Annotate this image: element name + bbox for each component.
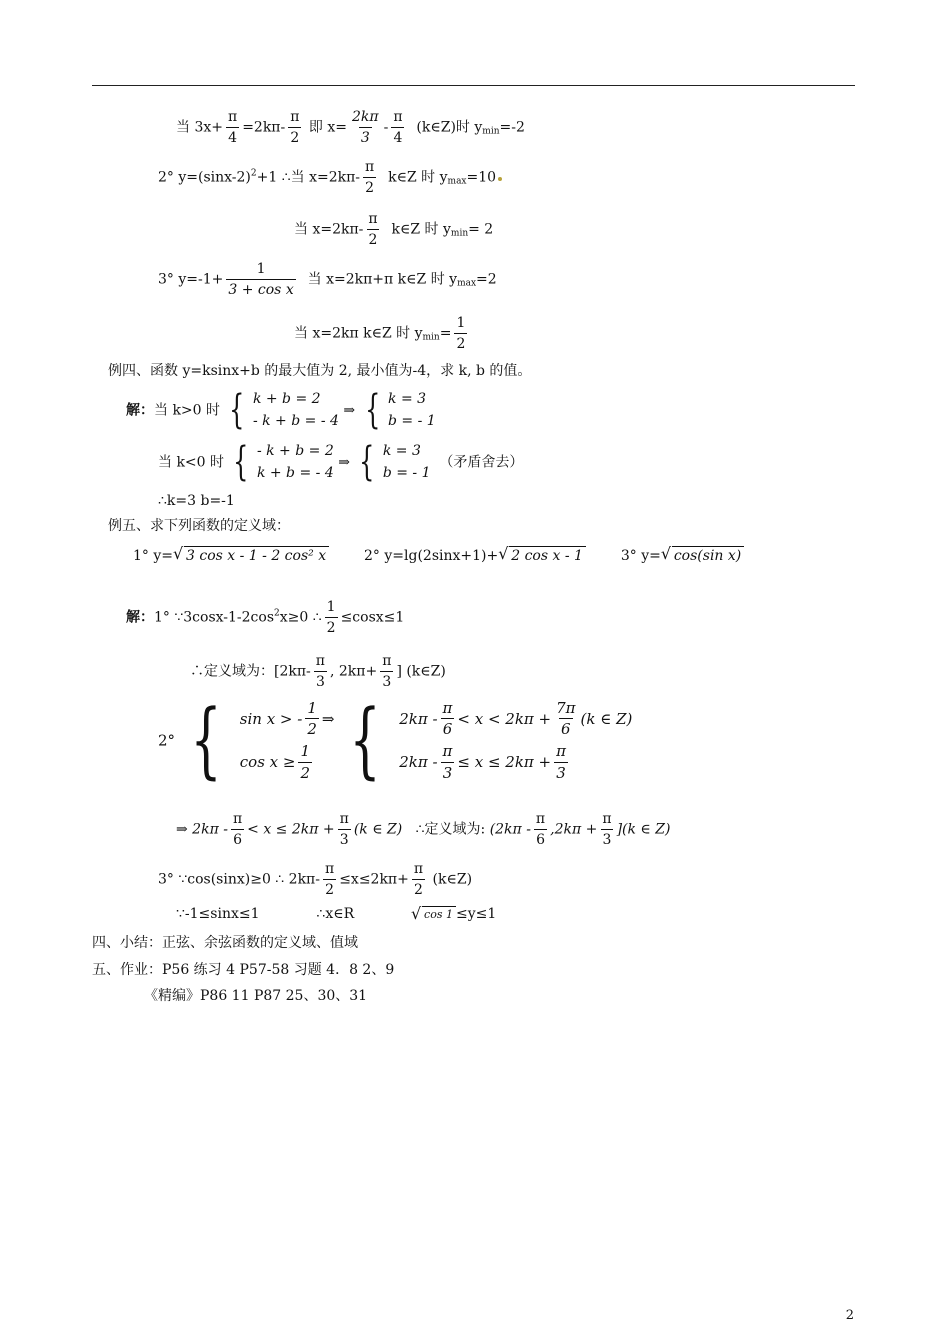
example-4-case-2: 当 k<0 时 { - k + b = 2 k + b = - 4 ⇒ { k = 3 b = - 1 （矛盾舍去） [158, 439, 524, 486]
solution-3-range: ∵-1≤sinx≤1 ∴x∈R √ cos 1 ≤y≤1 [176, 906, 496, 921]
example-4-result: ∴k=3 b=-1 [158, 493, 235, 509]
example-5-title: 例五、求下列函数的定义域： [108, 518, 290, 534]
range-line-3: 当 x=2kπ- $\frac{\pi}{2}$ k∈Z 时 $y_{min}= 2$ [294, 211, 494, 248]
range-line-4: 3° y=-1+ $\frac{1}{\text{3 + cos x}}$ 当 x=2kπ+π k∈Z 时 $y_{max}=2$ [158, 261, 497, 298]
solution-2-system: 2° { sin x > - $\frac{1}{2}$ ⇒ cos x ≥ $\frac{1}{2}$ { 2kπ - $\frac{\pi}{6}$ < x < 2kπ + $\frac{7\pi}{6}$ (k ∈ Z) 2kπ - $\frac{\pi}{3}$ ≤ x ≤ 2kπ + $\frac{\pi}{3}$ [158, 693, 633, 788]
range-line-1: 当 3x+ $\frac{\pi}{4}$ =2kπ- $\frac{\pi}{2}$ 即 x= $\frac{2k\pi}{3}$ - $\frac{\pi}{4}$ (k∈Z)时 $y_{min}=-2$ [176, 109, 525, 146]
header-rule [92, 85, 855, 86]
example-4-title: 例四、函数 y=ksinx+b 的最大值为 2, 最小值为-4，求 k, b 的值。 [108, 363, 532, 379]
solution-1: 解：1° $\because 3\cos x-1-2\cos^2x\ge 0$ ∴ $\frac{1}{2}$ ≤cosx≤1 [126, 599, 405, 636]
solution-1-domain: ∴定义域为：[2kπ- $\frac{\pi}{3}$ , 2kπ+ $\frac{\pi}{3}$ ] (k∈Z) [190, 653, 446, 690]
example-4-case-1: 解：当 k>0 时 { k + b = 2 - k + b = - 4 ⇒ { k = 3 b = - 1 [126, 387, 436, 434]
solution-2-domain: ⇒ 2kπ - $\frac{\pi}{6}$ < x ≤ 2kπ + $\frac{\pi}{3}$ (k ∈ Z) ∴定义域为: (2kπ - $\frac{\pi}{6}$ ,2kπ + $\frac{\pi}{3}$ ](k ∈ Z) [176, 811, 671, 848]
range-line-5: 当 x=2kπ k∈Z 时 $y_{min}=$ $\frac{1}{2}$ [294, 315, 466, 352]
mark-dot [498, 177, 502, 181]
example-5-items: 1° y=√ 3 cos x - 1 - 2 cos² x 2° y=lg(2sinx+1)+√ 2 cos x - 1 3° y=√ cos(sin x) [133, 546, 744, 563]
homework-line-1: 五、作业：P56 练习 4 P57-58 习题 4．8 2、9 [92, 962, 395, 978]
homework-line-2: 《精编》P86 11 P87 25、30、31 [144, 988, 368, 1004]
summary: 四、小结：正弦、余弦函数的定义域、值域 [92, 935, 358, 951]
range-line-2: 2° $y=(\sin x-2)^2+1$ ∴当 x=2kπ- $\frac{\pi}{2}$ k∈Z 时 $y_{max}=10$ [158, 160, 502, 195]
page-number: 2 [845, 1308, 854, 1323]
solution-3: 3° ∵cos(sinx)≥0 ∴ 2kπ- $\frac{\pi}{2}$ ≤x≤2kπ+ $\frac{\pi}{2}$ (k∈Z) [158, 861, 473, 898]
